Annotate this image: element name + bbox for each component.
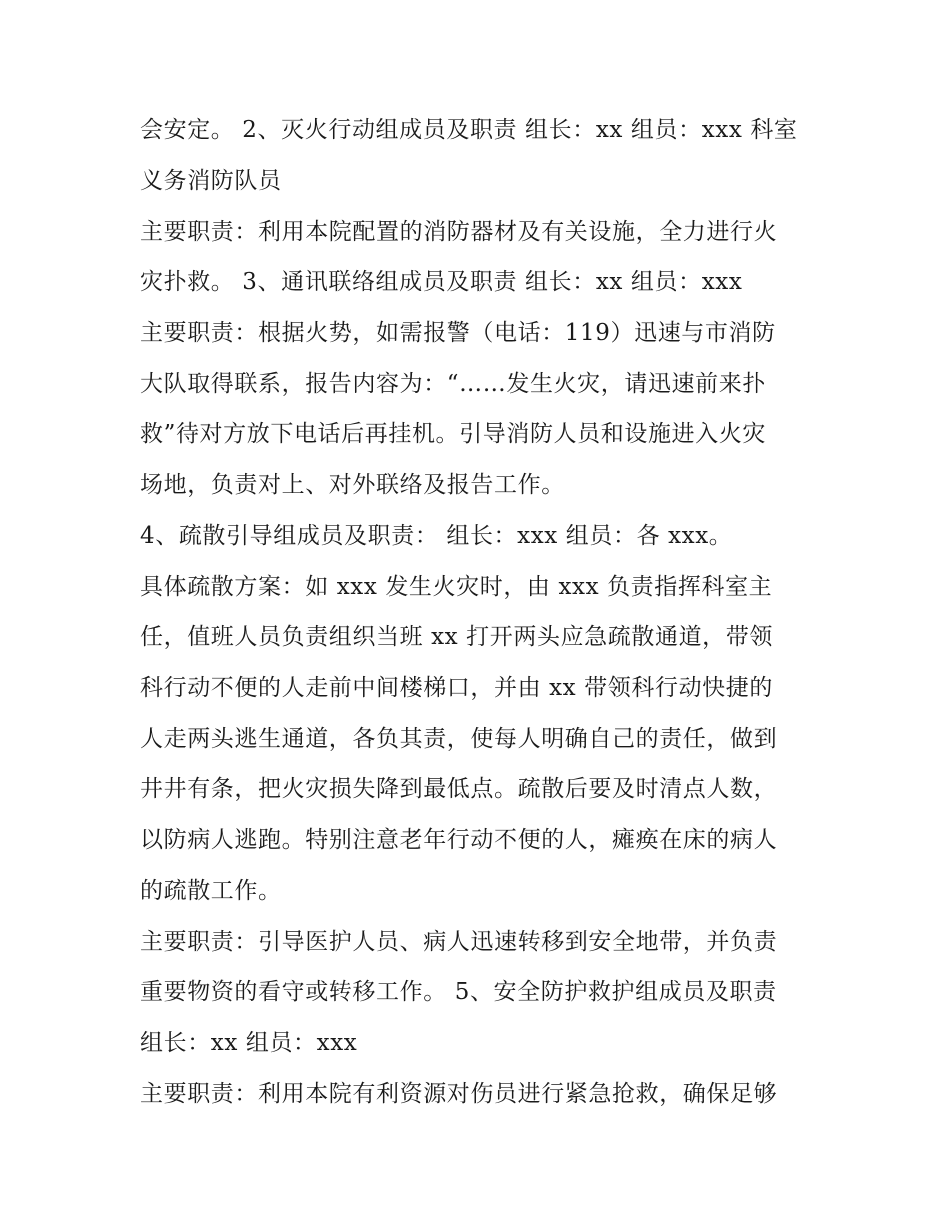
text-line: 的疏散工作。 bbox=[140, 878, 282, 904]
text-line: 4、疏散引导组成员及职责： 组长：xxx 组员：各 xxx。 bbox=[140, 523, 733, 549]
text-line: 救”待对方放下电话后再挂机。引导消防人员和设施进入火灾 bbox=[140, 421, 766, 447]
text-line: 大队取得联系，报告内容为：“……发生火灾，请迅速前来扑 bbox=[140, 371, 766, 397]
text-line: 井井有条，把火灾损失降到最低点。疏散后要及时清点人数， bbox=[140, 776, 778, 802]
text-line: 以防病人逃跑。特别注意老年行动不便的人，瘫痪在床的病人 bbox=[140, 827, 778, 853]
text-line: 主要职责：利用本院配置的消防器材及有关设施，全力进行火 bbox=[140, 219, 778, 245]
text-line: 主要职责：根据火势，如需报警（电话：119）迅速与市消防 bbox=[140, 320, 776, 346]
text-line: 组长：xx 组员：xxx bbox=[140, 1030, 358, 1056]
text-line: 主要职责：利用本院有利资源对伤员进行紧急抢救，确保足够 bbox=[140, 1081, 778, 1107]
text-line: 场地，负责对上、对外联络及报告工作。 bbox=[140, 472, 565, 498]
text-line: 重要物资的看守或转移工作。 5、安全防护救护组成员及职责 bbox=[140, 979, 777, 1005]
text-line: 任，值班人员负责组织当班 xx 打开两头应急疏散通道，带领 bbox=[140, 624, 773, 650]
text-line: 具体疏散方案：如 xxx 发生火灾时，由 xxx 负责指挥科室主 bbox=[140, 574, 773, 600]
text-line: 主要职责：引导医护人员、病人迅速转移到安全地带，并负责 bbox=[140, 929, 778, 955]
text-line: 人走两头逃生通道，各负其责，使每人明确自己的责任，做到 bbox=[140, 726, 778, 752]
text-line: 科行动不便的人走前中间楼梯口，并由 xx 带领科行动快捷的 bbox=[140, 675, 773, 701]
text-line: 会安定。 2、灭火行动组成员及职责 组长：xx 组员：xxx 科室 bbox=[140, 117, 798, 143]
text-line: 灾扑救。 3、通讯联络组成员及职责 组长：xx 组员：xxx bbox=[140, 269, 743, 295]
text-line: 义务消防队员 bbox=[140, 168, 282, 194]
